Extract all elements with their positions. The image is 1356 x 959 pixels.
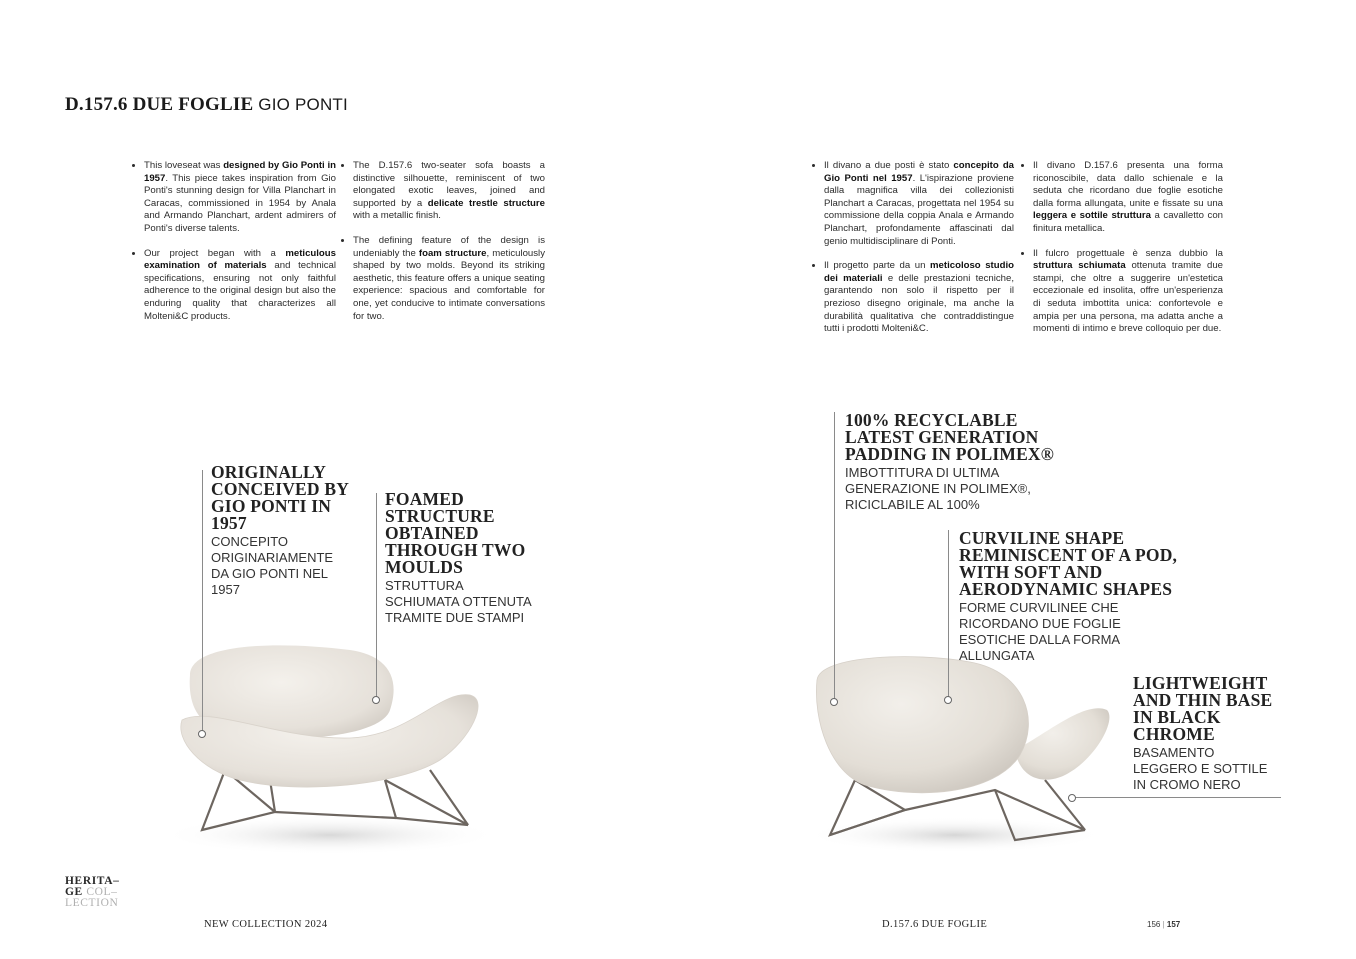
emphasis-text: foam structure — [418, 247, 487, 259]
sofa-front-view-image — [150, 620, 510, 870]
page-title — [65, 94, 348, 116]
callout-heading: 100% RECYCLABLE LATEST GENERATION PADDING IN POLIMEX® — [845, 410, 1055, 464]
right-text-column-1 — [812, 160, 1014, 348]
callout-line — [948, 530, 949, 698]
page-number-right: 157 — [1166, 920, 1181, 929]
emphasis-text: struttura schiumata — [1033, 260, 1126, 272]
bullet-paragraph — [1033, 160, 1223, 236]
logo-line-1: HERITA– — [65, 875, 120, 887]
left-text-column-1 — [132, 160, 336, 335]
body-text: with a metallic finish. — [353, 210, 441, 222]
logo-line-3: LECTION — [65, 897, 119, 909]
right-text-column-2 — [1021, 160, 1223, 348]
callout-base — [1133, 675, 1273, 793]
body-text: . L'ispirazione proviene dalla magnifica villa dei collezionisti Planchart a Caracas, progettata nel 1954 su commissione della coppia Anala e Armando Planchart, profondamente affascinati dal genio multidisciplinare di Ponti. — [824, 172, 1015, 247]
callout-subtext: BASAMENTO LEGGERO E SOTTILE IN CROMO NERO — [1133, 745, 1268, 792]
page-numbers: 156 | 157 — [1147, 920, 1181, 929]
left-footer: NEW COLLECTION 2024 — [204, 919, 328, 930]
body-text: The D.157.6 two-seater sofa boasts a distinctive silhouette, reminiscent of two elongated exotic leaves, joined and supported by a — [353, 160, 545, 209]
left-text-column-2 — [341, 160, 545, 335]
emphasis-text: leggera e sottile struttura — [1033, 210, 1151, 222]
emphasis-text: meticulous examination of materials — [144, 247, 336, 272]
callout-heading: FOAMED STRUCTURE OBTAINED THROUGH TWO MOULDS — [385, 489, 526, 577]
emphasis-text: delicate trestle structure — [427, 197, 545, 209]
body-text: Il divano D.157.6 presenta una forma riconoscibile, data dallo schienale e la seduta che ricordano due foglie esotiche dalla forma allungata, unite e fissate su una — [1033, 160, 1223, 209]
callout-foamed-structure — [385, 491, 535, 626]
heritage-collection-logo — [65, 876, 119, 909]
body-text: and technical specifications, ensuring not only faithful adherence to the original design but also the enduring quality that characterizes all Molteni&C products. — [144, 260, 337, 322]
logo-line-2a: GE — [65, 886, 83, 898]
callout-line — [376, 493, 377, 698]
emphasis-text: designed by Gio Ponti in 1957 — [144, 160, 336, 184]
bullet-paragraph — [824, 260, 1014, 336]
body-text: e delle prestazioni tecniche, garantendo non solo il rispetto per il prezioso disegno originale, ma anche la durabilità qualitativa che contraddistingue tutti i prodotti Molteni&C. — [824, 272, 1014, 335]
callout-line — [1072, 797, 1281, 798]
callout-heading: ORIGINALLY CONCEIVED BY GIO PONTI IN 1957 — [211, 462, 349, 533]
body-text: This loveseat was — [144, 160, 224, 171]
callout-recyclable-padding — [845, 412, 1065, 513]
body-text: ottenuta tramite due stampi, che oltre a suggerire un'estetica eccezionale ed insolita, offre un'esperienza di seduta imbottita unica: confortevole e ampia per una persona, ma adatta anche a momenti di intimo e breve colloquio per due. — [1033, 260, 1223, 335]
right-footer: D.157.6 DUE FOGLIE — [882, 919, 988, 930]
callout-dot — [372, 696, 380, 704]
emphasis-text: meticoloso studio dei materiali — [824, 260, 1014, 284]
callout-line — [202, 470, 203, 732]
title-product: D.157.6 DUE FOGLIE — [65, 94, 254, 115]
bullet-paragraph — [1033, 248, 1223, 336]
body-text: . This piece takes inspiration from Gio Ponti's stunning design for Villa Planchart in Caracas, commissioned in 1954 by Anala and Armando Planchart, ardent admirers of Ponti's diverse talents. — [144, 172, 336, 234]
callout-subtext: CONCEPITO ORIGINARIAMENTE DA GIO PONTI NEL 1957 — [211, 534, 334, 597]
body-text: a cavalletto con finitura metallica. — [1033, 210, 1223, 234]
callout-subtext: STRUTTURA SCHIUMATA OTTENUTA TRAMITE DUE STAMPI — [385, 578, 531, 625]
callout-dot — [1068, 794, 1076, 802]
callout-line — [834, 412, 835, 700]
callout-subtext: FORME CURVILINEE CHE RICORDANO DUE FOGLIE ESOTICHE DALLA FORMA ALLUNGATA — [959, 600, 1121, 663]
body-text: The defining feature of the design is undeniably the — [353, 234, 545, 259]
emphasis-text: concepito da Gio Ponti nel 1957 — [824, 160, 1015, 184]
bullet-paragraph — [144, 248, 336, 324]
body-text: , meticulously shaped by two molds. Beyond its striking aesthetic, this feature offers a unique seating experience: spacious and comfortable for one, yet conducive to intimate conversations for two. — [353, 247, 545, 322]
callout-original-design — [211, 464, 351, 598]
body-text: Our project began with a — [144, 247, 286, 259]
callout-subtext: IMBOTTITURA DI ULTIMA GENERAZIONE IN POLIMEX®, RICICLABILE AL 100% — [845, 465, 1031, 512]
sofa-rear-view-image — [795, 640, 1125, 870]
title-designer: GIO PONTI — [258, 95, 348, 114]
callout-dot — [198, 730, 206, 738]
callout-dot — [830, 698, 838, 706]
bullet-paragraph — [353, 235, 545, 323]
body-text: Il progetto parte da un — [824, 260, 931, 272]
page-number-left: 156 — [1147, 920, 1161, 929]
callout-heading: CURVILINE SHAPE REMINISCENT OF A POD, WITH SOFT AND AERODYNAMIC SHAPES — [959, 528, 1178, 599]
bullet-paragraph — [144, 160, 336, 236]
bullet-paragraph — [824, 160, 1014, 248]
callout-heading: LIGHTWEIGHT AND THIN BASE IN BLACK CHROME — [1133, 673, 1273, 744]
body-text: Il fulcro progettuale è senza dubbio la — [1033, 247, 1223, 259]
body-text: Il divano a due posti è stato — [824, 160, 954, 171]
bullet-paragraph — [353, 160, 545, 223]
callout-dot — [944, 696, 952, 704]
callout-curviline-shape — [959, 530, 1189, 664]
logo-line-2b: COL– — [86, 886, 118, 898]
